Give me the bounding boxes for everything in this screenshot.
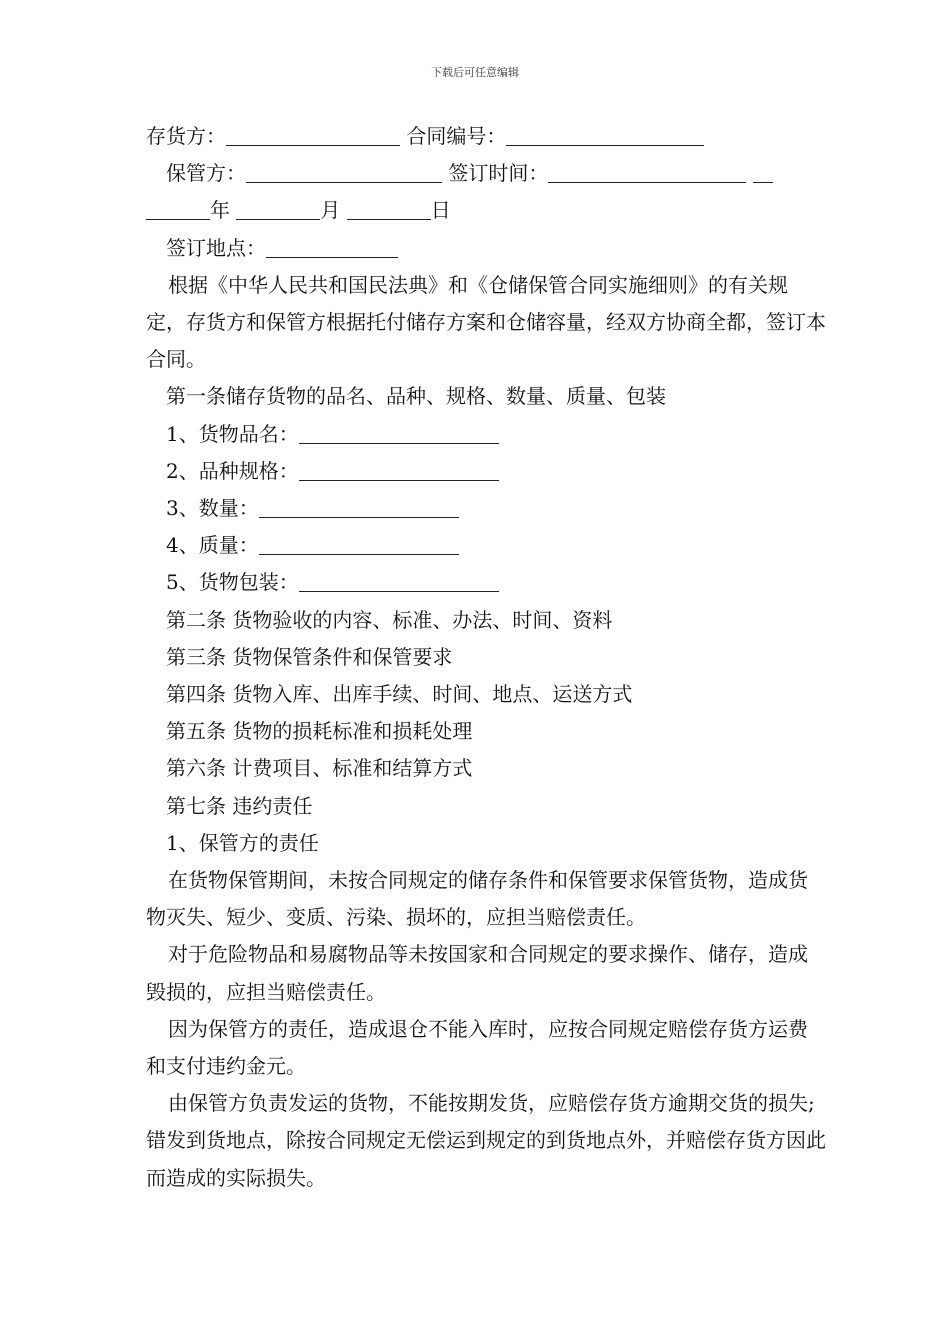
paragraph-2-text: 对于危险物品和易腐物品等未按国家和合同规定的要求操作、储存，造成毁损的，应担当赔偿责任。: [146, 942, 808, 1004]
year-blank: [146, 197, 210, 220]
sign-place-line: [146, 230, 826, 267]
month-blank: [236, 197, 320, 220]
contract-body: [146, 118, 826, 1197]
paragraph-4: [146, 1085, 826, 1197]
article-4: 第四条 货物入库、出库手续、时间、地点、运送方式: [166, 682, 633, 707]
keeper-blank: [246, 160, 442, 183]
item-3-line: [146, 490, 826, 527]
item-5-blank: [299, 569, 499, 592]
item-2-label: 2、品种规格：: [166, 458, 299, 483]
item-4-line: [146, 527, 826, 564]
item-4-blank: [259, 532, 459, 555]
article-5: 第五条 货物的损耗标准和损耗处理: [166, 719, 473, 744]
item-1-line: [146, 416, 826, 453]
day-label: 日: [430, 198, 451, 223]
keeper-line: [146, 155, 826, 192]
sign-time-blank: [548, 160, 746, 183]
article-1: 第一条储存货物的品名、品种、规格、数量、质量、包装: [166, 384, 666, 409]
contract-no-label: 合同编号：: [406, 124, 507, 148]
paragraph-1-text: 在货物保管期间，未按合同规定的储存条件和保管要求保管货物，造成货物灭失、短少、变质、污染、损坏的，应担当赔偿责任。: [146, 868, 808, 930]
paragraph-3-text: 因为保管方的责任，造成退仓不能入库时，应按合同规定赔偿存货方运费和支付违约金元。: [146, 1016, 808, 1079]
month-label: 月: [320, 198, 341, 223]
item-3-blank: [259, 495, 459, 518]
item-3-label: 3、数量：: [166, 496, 259, 521]
intro-text: 根据《中华人民共和国民法典》和《仓储保管合同实施细则》的有关规定，存货方和保管方根据托付储存方案和仓储容量，经双方协商全都，签订本合同。: [146, 272, 826, 372]
paragraph-4-text: 由保管方负责发运的货物，不能按期发货，应赔偿存货方逾期交货的损失;错发到货地点，除按合同规定无偿运到规定的到货地点外，并赔偿存货方因此而造成的实际损失。: [146, 1091, 826, 1190]
date-line: [146, 192, 826, 229]
sign-place-blank: [266, 235, 398, 258]
sign-time-blank-extra: [753, 160, 773, 183]
item-4-label: 4、质量：: [166, 533, 259, 558]
article-3: 第三条 货物保管条件和保管要求: [166, 644, 453, 669]
depositor-label: 存货方：: [146, 124, 226, 148]
item-2-blank: [299, 458, 499, 481]
depositor-line: [146, 118, 826, 155]
item-2-line: [146, 453, 826, 490]
paragraph-1: [146, 862, 826, 936]
intro-paragraph: [146, 267, 826, 379]
paragraph-3: [146, 1011, 826, 1085]
item-1-blank: [299, 421, 499, 444]
keeper-responsibility-heading: 1、保管方的责任: [166, 830, 319, 855]
day-blank: [347, 197, 431, 220]
page-header: 下载后可任意编辑: [431, 66, 519, 79]
item-5-line: [146, 564, 826, 601]
paragraph-2: [146, 936, 826, 1010]
item-5-label: 5、货物包装：: [166, 570, 299, 595]
sign-time-label: 签订时间：: [448, 161, 549, 186]
sign-place-label: 签订地点：: [166, 235, 266, 260]
article-2: 第二条 货物验收的内容、标准、办法、时间、资料: [166, 607, 613, 632]
keeper-label: 保管方：: [166, 161, 246, 186]
depositor-blank: [226, 123, 400, 146]
item-1-label: 1、货物品名：: [166, 421, 299, 446]
contract-no-blank: [506, 123, 704, 146]
article-6: 第六条 计费项目、标准和结算方式: [166, 756, 473, 781]
article-7: 第七条 违约责任: [166, 793, 313, 818]
year-label: 年: [210, 198, 230, 223]
